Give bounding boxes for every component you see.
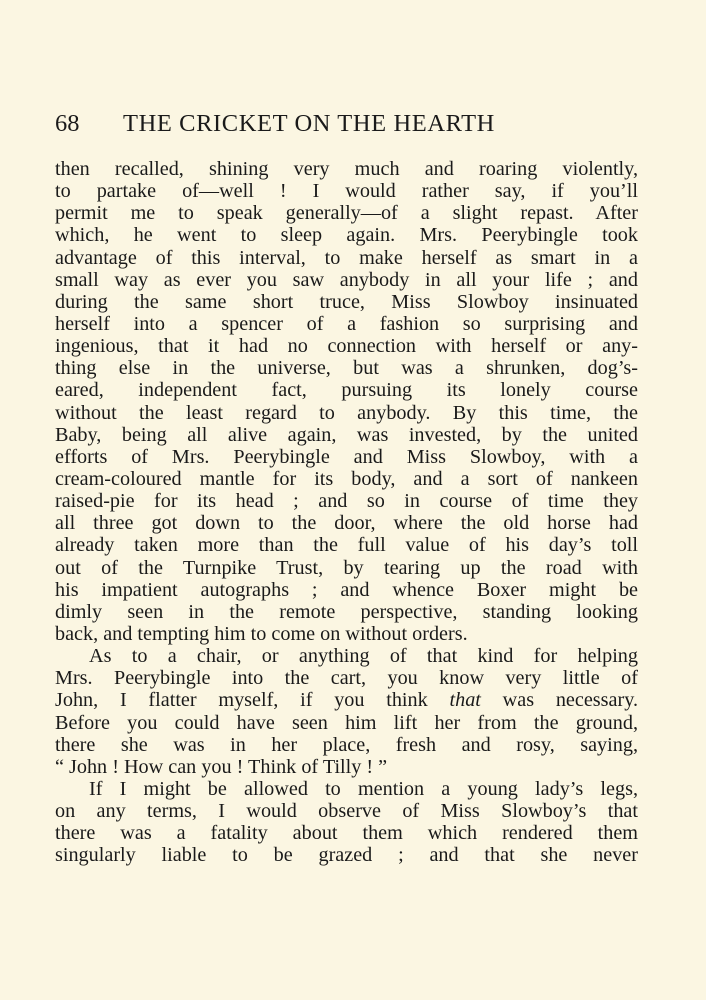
text-line: cream-coloured mantle for its body, and a sort of nankeen — [55, 467, 638, 490]
italic-emphasis: that — [449, 689, 481, 712]
text-line: Mrs. Peerybingle into the cart, you know very little of — [55, 667, 638, 690]
text-line: which, he went to sleep again. Mrs. Peerybingle took — [55, 224, 638, 247]
text-line: If I might be allowed to mention a young lady’s legs, — [89, 777, 638, 800]
text-line: back, and tempting him to come on without orders. — [55, 622, 468, 645]
text-line: As to a chair, or anything of that kind for helping — [89, 645, 638, 668]
running-title: THE CRICKET ON THE HEARTH — [123, 110, 495, 137]
text-line: “ John ! How can you ! Think of Tilly ! ” — [55, 755, 388, 778]
text-line: herself into a spencer of a fashion so surprising and — [55, 312, 638, 335]
text-line: there she was in her place, fresh and rosy, saying, — [55, 733, 638, 756]
text-line: ingenious, that it had no connection with herself or any- — [55, 335, 638, 358]
text-line: out of the Turnpike Trust, by tearing up the road with — [55, 556, 638, 579]
text-line: efforts of Mrs. Peerybingle and Miss Slowboy, with a — [55, 445, 638, 468]
text-line: small way as ever you saw anybody in all your life ; and — [55, 268, 638, 291]
body-text — [55, 158, 638, 867]
text-line: all three got down to the door, where the old horse had — [55, 512, 638, 535]
text-line: advantage of this interval, to make herself as smart in a — [55, 246, 638, 269]
text-line: then recalled, shining very much and roaring violently, — [55, 158, 638, 180]
text-line: on any terms, I would observe of Miss Slowboy’s that — [55, 800, 638, 823]
text-line: raised-pie for its head ; and so in course of time they — [55, 490, 638, 513]
text-line: there was a fatality about them which rendered them — [55, 822, 638, 845]
text-line: Before you could have seen him lift her from the ground, — [55, 711, 638, 734]
text-line: during the same short truce, Miss Slowboy insinuated — [55, 290, 638, 313]
text-line: thing else in the universe, but was a shrunken, dog’s- — [55, 357, 638, 380]
text-line: singularly liable to be grazed ; and that she never — [55, 844, 638, 867]
text-segment: John, I flatter myself, if you think — [55, 689, 428, 712]
text-line: his impatient autographs ; and whence Boxer might be — [55, 578, 638, 601]
running-head — [55, 110, 645, 144]
text-line: permit me to speak generally—of a slight repast. After — [55, 202, 638, 225]
text-line: Baby, being all alive again, was invested, by the united — [55, 423, 638, 446]
page-number: 68 — [55, 110, 80, 137]
text-line: without the least regard to anybody. By this time, the — [55, 401, 638, 424]
text-line: already taken more than the full value of his day’s toll — [55, 534, 638, 557]
text-line: dimly seen in the remote perspective, standing looking — [55, 600, 638, 623]
text-line — [55, 689, 638, 711]
text-line: eared, independent fact, pursuing its lonely course — [55, 379, 638, 402]
text-segment: was necessary. — [502, 689, 638, 712]
text-line: to partake of—well ! I would rather say, if you’ll — [55, 180, 638, 203]
